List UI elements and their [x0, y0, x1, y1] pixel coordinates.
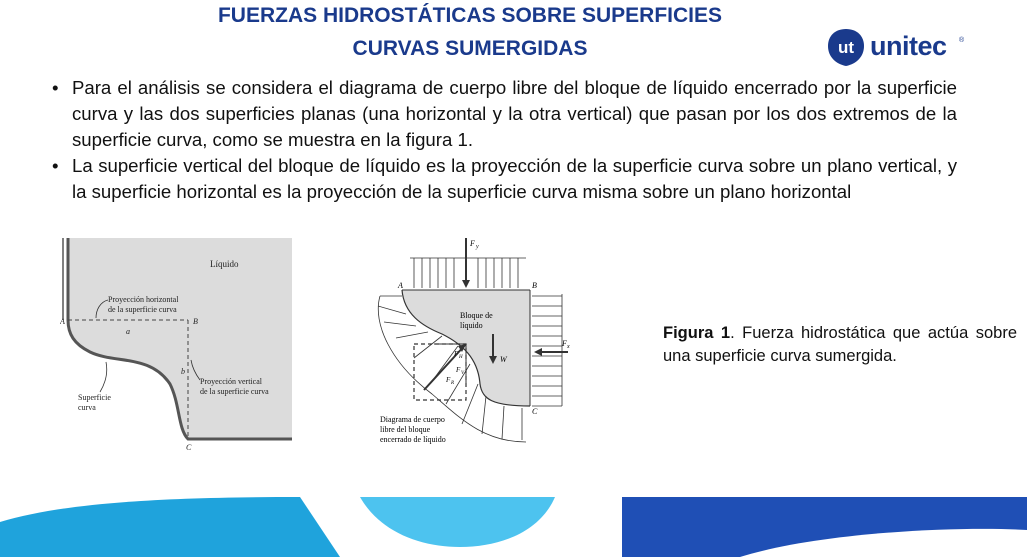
FR-sub-label: R: [451, 381, 455, 386]
figure-free-body-diagram: [362, 234, 572, 456]
Fy-label: F: [470, 239, 475, 248]
point-B-label: B: [193, 317, 198, 326]
slide-title-line2: CURVAS SUMERGIDAS: [352, 37, 588, 60]
dim-a-label: a: [126, 327, 130, 336]
footer-light-arc: [360, 497, 555, 547]
point-C-label: C: [186, 443, 192, 452]
unitec-logo: [826, 27, 966, 67]
caption-text: . Fuerza hidrostática que actúa sobre una superficie curva sumergida.: [663, 324, 1018, 365]
bullet-list: [52, 75, 957, 205]
proj-v-label-2: de la superficie curva: [200, 387, 269, 396]
block-label-2: líquido: [460, 321, 483, 330]
liquid-region: [68, 238, 292, 439]
point-C-label: C: [532, 407, 538, 416]
slide-title-line1: FUERZAS HIDROSTÁTICAS SOBRE SUPERFICIES: [217, 4, 723, 27]
FR-label: F: [446, 376, 451, 384]
fbd-label-1: Diagrama de cuerpo: [380, 415, 445, 424]
surface-label-2: curva: [78, 403, 96, 412]
liquid-label: Líquido: [210, 259, 239, 269]
bullet-item: [52, 75, 957, 153]
logo-registered-mark: ®: [959, 37, 965, 44]
footer-decoration: [0, 492, 1027, 557]
point-B-label: B: [532, 281, 537, 290]
figure-caption: [663, 322, 1017, 368]
bullet-text: La superficie vertical del bloque de líquido es la proyección de la superficie curva sobre un plano vertical, y la superficie horizontal es la proyección de la superficie curva misma sobre un plano horizontal: [72, 155, 957, 202]
footer-cyan-band: [0, 497, 340, 557]
bullet-item: [52, 153, 957, 205]
logo-mark-text: ut: [837, 38, 855, 57]
unitec-logo-mark-icon: [826, 27, 866, 67]
caption-label: Figura 1: [663, 324, 731, 342]
FV-label: F: [456, 366, 461, 374]
proj-h-label-2: de la superficie curva: [108, 305, 177, 314]
surface-label-1: Superficie: [78, 393, 111, 402]
W-label: W: [500, 355, 507, 364]
block-label-1: Bloque de: [460, 311, 493, 320]
fbd-label-2: libre del bloque: [380, 425, 431, 434]
FH-sub-label: H: [459, 355, 463, 360]
Fx-label: F: [562, 339, 567, 348]
logo-text: unitec: [870, 31, 947, 61]
proj-v-label-1: Proyección vertical: [200, 377, 262, 386]
bullet-dot: •: [52, 77, 59, 98]
figure-curved-surface-projections: [60, 234, 300, 456]
point-A-label: A: [398, 281, 403, 290]
FH-label: F: [454, 350, 459, 358]
bullet-dot: •: [52, 155, 59, 176]
Fx-sub-label: x: [567, 344, 570, 350]
dim-b-label: b: [181, 367, 185, 376]
point-A-label: A: [60, 317, 65, 326]
proj-h-label-1: Proyección horizontal: [108, 295, 179, 304]
FV-sub-label: V: [461, 371, 465, 376]
bullet-text: Para el análisis se considera el diagrama de cuerpo libre del bloque de líquido encerrado por la superficie curva y las dos superficies planas (una horizontal y la otra vertical) que pasan por los dos extremos de la superficie curva, como se muestra en la figura 1.: [72, 77, 957, 150]
fbd-label-3: encerrado de líquido: [380, 435, 446, 444]
Fy-sub-label: y: [476, 244, 479, 250]
horizontal-pressure-arrows: [532, 294, 562, 406]
